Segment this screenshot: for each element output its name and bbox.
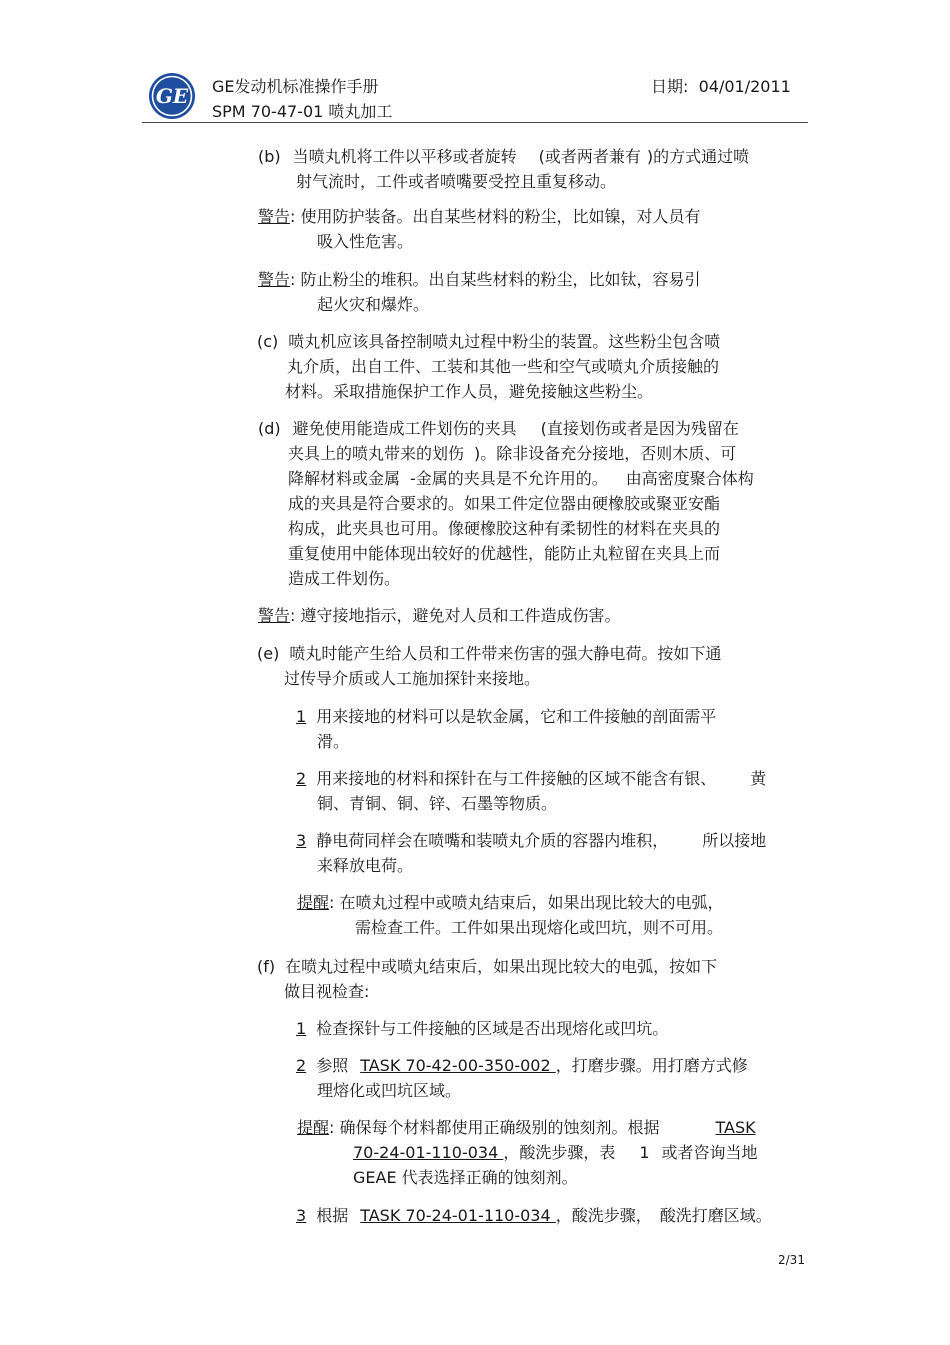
paragraph-marker: (c) bbox=[257, 332, 279, 351]
step-f3 bbox=[296, 1203, 772, 1228]
paragraph-b bbox=[258, 144, 749, 194]
step-e3 bbox=[296, 828, 766, 878]
step-marker: 3 bbox=[296, 1206, 307, 1225]
paragraph-e bbox=[257, 641, 721, 691]
task-link[interactable]: TASK 70-24-01-110-034 bbox=[360, 1206, 556, 1225]
manual-title: GE发动机标准操作手册 bbox=[212, 77, 379, 96]
ge-logo-text: GE bbox=[155, 84, 189, 108]
ge-logo bbox=[148, 72, 196, 120]
paragraph-text: 构成，此夹具也可用。像硬橡胶这种有柔韧性的材料在夹具的 bbox=[288, 519, 721, 538]
note-text: : 在喷丸过程中或喷丸结束后，如果出现比较大的电弧， bbox=[329, 893, 724, 912]
paragraph-text: 避免使用能造成工件划伤的夹具 bbox=[292, 419, 517, 438]
paragraph-text: 丸介质，出自工件、工装和其他一些和空气或喷丸介质接触的 bbox=[287, 357, 720, 376]
task-link[interactable]: TASK 70-42-00-350-002 bbox=[360, 1056, 556, 1075]
header-date bbox=[651, 74, 791, 97]
paragraph-text: 造成工件划伤。 bbox=[288, 569, 401, 588]
note-label: 提醒 bbox=[297, 893, 330, 912]
warning-2 bbox=[258, 267, 701, 317]
paragraph-text: 重复使用中能体现出较好的优越性，能防止丸粒留在夹具上而 bbox=[288, 544, 721, 563]
note-text: 或者咨询当地 bbox=[661, 1143, 758, 1162]
step-text: 铜、青铜、铜、锌、石墨等物质。 bbox=[317, 794, 558, 813]
manual-subtitle: SPM 70-47-01 喷丸加工 bbox=[212, 102, 393, 121]
note-text: GEAE 代表选择正确的蚀刻剂。 bbox=[353, 1168, 578, 1187]
paragraph-text: 成的夹具是符合要求的。如果工件定位器由硬橡胶或聚亚安酯 bbox=[288, 494, 721, 513]
warning-label: 警告 bbox=[258, 270, 291, 289]
step-marker: 2 bbox=[296, 769, 307, 788]
step-text: 用来接地的材料和探针在与工件接触的区域不能含有银、 bbox=[316, 769, 717, 788]
paragraph-text: (或者两者兼有 bbox=[538, 147, 641, 166]
paragraph-text: -金属的夹具是不允许用的。 bbox=[410, 469, 608, 488]
step-marker: 1 bbox=[296, 1019, 307, 1038]
paragraph-text: 降解材料或金属 bbox=[288, 469, 401, 488]
step-text: 酸洗打磨区域。 bbox=[659, 1206, 772, 1225]
note-label: 提醒 bbox=[297, 1118, 330, 1137]
paragraph-text: 由高密度聚合体构 bbox=[625, 469, 754, 488]
step-f1 bbox=[296, 1016, 668, 1041]
warning-3 bbox=[258, 603, 621, 628]
paragraph-text: 喷丸时能产生给人员和工件带来伤害的强大静电荷。按如下通 bbox=[289, 644, 722, 663]
warning-text: : 遵守接地指示，避免对人员和工件造成伤害。 bbox=[290, 606, 621, 625]
step-text: 理熔化或凹坑区域。 bbox=[317, 1081, 462, 1100]
paragraph-marker: (b) bbox=[258, 147, 281, 166]
step-text: 用来接地的材料可以是软金属，它和工件接触的剖面需平 bbox=[316, 707, 717, 726]
note-text: ，酸洗步骤，表 bbox=[503, 1143, 616, 1162]
step-e1 bbox=[296, 704, 716, 754]
paragraph-text: 过传导介质或人工施加探针来接地。 bbox=[284, 669, 541, 688]
step-text: 根据 bbox=[316, 1206, 349, 1225]
step-text: 滑。 bbox=[317, 732, 350, 751]
paragraph-d bbox=[258, 416, 754, 591]
step-marker: 1 bbox=[296, 707, 307, 726]
step-text: 黄 bbox=[750, 769, 767, 788]
step-e2 bbox=[296, 766, 766, 816]
paragraph-text: )。除非设备充分接地，否则木质、可 bbox=[474, 444, 737, 463]
step-text: 来释放电荷。 bbox=[317, 856, 414, 875]
warning-text: : 防止粉尘的堆积。出自某些材料的粉尘，比如钛，容易引 bbox=[290, 270, 701, 289]
paragraph-marker: (d) bbox=[258, 419, 281, 438]
note-text: 需检查工件。工件如果出现熔化或凹坑，则不可用。 bbox=[355, 918, 724, 937]
warning-label: 警告 bbox=[258, 606, 291, 625]
paragraph-marker: (f) bbox=[257, 957, 276, 976]
paragraph-text: (直接划伤或者是因为残留在 bbox=[540, 419, 739, 438]
warning-text: : 使用防护装备。出自某些材料的粉尘，比如镍，对人员有 bbox=[290, 207, 701, 226]
step-text: 参照 bbox=[316, 1056, 349, 1075]
paragraph-f bbox=[257, 954, 717, 1004]
step-text: 检查探针与工件接触的区域是否出现熔化或凹坑。 bbox=[316, 1019, 669, 1038]
warning-label: 警告 bbox=[258, 207, 291, 226]
warning-text: 吸入性危害。 bbox=[317, 232, 414, 251]
paragraph-text: 当喷丸机将工件以平移或者旋转 bbox=[292, 147, 517, 166]
paragraph-c bbox=[257, 329, 720, 404]
paragraph-text: 射气流时，工件或者喷嘴要受控且重复移动。 bbox=[296, 172, 617, 191]
paragraph-text: 材料。采取措施保护工作人员，避免接触这些粉尘。 bbox=[285, 382, 654, 401]
date-value: 04/01/2011 bbox=[698, 77, 791, 96]
task-link[interactable]: 70-24-01-110-034 bbox=[353, 1143, 504, 1162]
paragraph-text: 喷丸机应该具备控制喷丸过程中粉尘的装置。这些粉尘包含喷 bbox=[288, 332, 721, 351]
paragraph-text: 夹具上的喷丸带来的划伤 bbox=[288, 444, 465, 463]
warning-text: 起火灾和爆炸。 bbox=[317, 295, 430, 314]
step-text: ，酸洗步骤， bbox=[555, 1206, 652, 1225]
note-1 bbox=[297, 890, 724, 940]
warning-1 bbox=[258, 204, 701, 254]
note-text: 1 bbox=[639, 1143, 650, 1162]
step-marker: 3 bbox=[296, 831, 307, 850]
paragraph-text: 在喷丸过程中或喷丸结束后，如果出现比较大的电弧，按如下 bbox=[285, 957, 718, 976]
step-f2 bbox=[296, 1053, 748, 1103]
step-text: 所以接地 bbox=[702, 831, 767, 850]
task-link[interactable]: TASK bbox=[715, 1118, 756, 1137]
paragraph-text: 做目视检查: bbox=[284, 982, 370, 1001]
page-number: 2/31 bbox=[778, 1253, 805, 1267]
note-text: : 确保每个材料都使用正确级别的蚀刻剂。根据 bbox=[329, 1118, 660, 1137]
note-2 bbox=[297, 1115, 758, 1190]
step-text: ，打磨步骤。用打磨方式修 bbox=[555, 1056, 748, 1075]
step-marker: 2 bbox=[296, 1056, 307, 1075]
paragraph-marker: (e) bbox=[257, 644, 280, 663]
header-divider bbox=[142, 122, 808, 123]
date-label: 日期: bbox=[651, 77, 689, 96]
paragraph-text: )的方式通过喷 bbox=[646, 147, 750, 166]
step-text: 静电荷同样会在喷嘴和装喷丸介质的容器内堆积， bbox=[316, 831, 669, 850]
